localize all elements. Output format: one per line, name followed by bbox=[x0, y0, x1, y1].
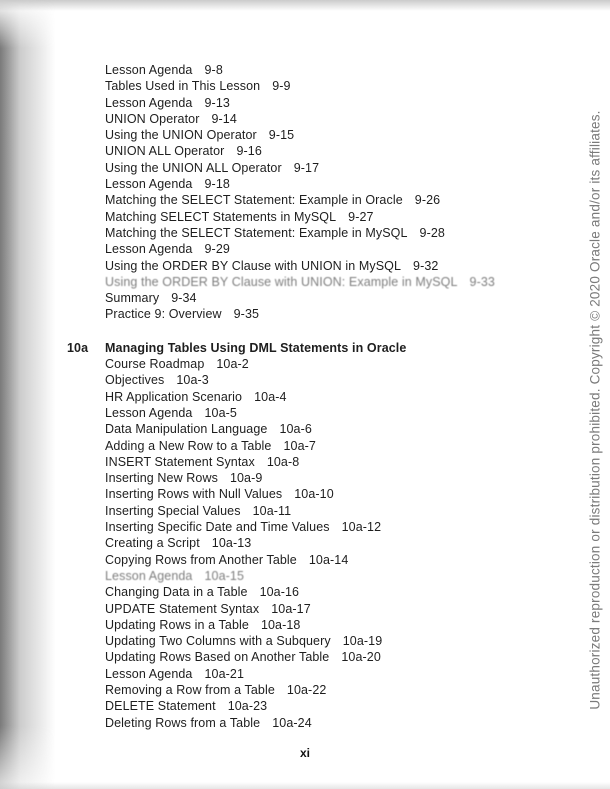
toc-entry bbox=[105, 438, 555, 454]
toc-entry-label: Deleting Rows from a Table bbox=[105, 715, 261, 730]
toc-entry-label: Removing a Row from a Table bbox=[105, 682, 275, 697]
section-number: 10a bbox=[67, 340, 89, 355]
toc-entry bbox=[105, 405, 555, 421]
toc-section-9-continued bbox=[105, 62, 555, 323]
toc-entry-page: 10a-15 bbox=[204, 568, 245, 583]
toc-entry-label: Using the ORDER BY Clause with UNION: Example in MySQL bbox=[105, 274, 458, 289]
toc-entry bbox=[105, 290, 555, 306]
toc-entry bbox=[105, 274, 555, 290]
toc-entry bbox=[105, 503, 555, 519]
toc-entry-page: 10a-12 bbox=[341, 520, 382, 535]
toc-entry-label: Matching SELECT Statements in MySQL bbox=[105, 209, 337, 224]
toc-entry-page: 9-9 bbox=[272, 79, 291, 94]
toc-entry-label: Using the UNION Operator bbox=[105, 128, 257, 143]
toc-entry-page: 9-16 bbox=[236, 144, 262, 159]
toc-entry-page: 9-18 bbox=[204, 177, 230, 192]
toc-entry bbox=[105, 78, 555, 94]
toc-entry bbox=[105, 176, 555, 192]
toc-content bbox=[67, 62, 555, 731]
toc-entry bbox=[105, 192, 555, 208]
toc-entry bbox=[105, 454, 555, 470]
toc-entry-label: Adding a New Row to a Table bbox=[105, 438, 272, 453]
toc-entry bbox=[105, 552, 555, 568]
toc-entry-page: 10a-16 bbox=[259, 585, 300, 600]
toc-entry-label: HR Application Scenario bbox=[105, 389, 243, 404]
toc-entry-label: Creating a Script bbox=[105, 536, 200, 551]
toc-entry-label: Inserting Special Values bbox=[105, 503, 241, 518]
toc-entry bbox=[105, 649, 555, 665]
toc-entry bbox=[105, 715, 555, 731]
toc-entry bbox=[105, 421, 555, 437]
toc-entry-page: 10a-2 bbox=[216, 357, 249, 372]
toc-entry-label: Inserting New Rows bbox=[105, 471, 218, 486]
toc-entry-page: 9-29 bbox=[204, 242, 230, 257]
toc-entry bbox=[105, 225, 555, 241]
toc-entry-label: Lesson Agenda bbox=[105, 95, 193, 110]
toc-entry bbox=[105, 633, 555, 649]
toc-entry-label: UNION ALL Operator bbox=[105, 144, 225, 159]
toc-entry-page: 9-33 bbox=[469, 274, 495, 289]
toc-entry-page: 10a-23 bbox=[227, 699, 268, 714]
toc-entry-page: 9-17 bbox=[293, 160, 320, 175]
toc-entry bbox=[105, 601, 555, 617]
toc-entry-label: Using the ORDER BY Clause with UNION in MySQL bbox=[105, 258, 402, 273]
toc-entry-page: 10a-11 bbox=[252, 503, 292, 518]
toc-entry bbox=[105, 682, 555, 698]
toc-entry-page: 9-32 bbox=[413, 258, 439, 273]
section-title: Managing Tables Using DML Statements in Oracle bbox=[105, 340, 407, 355]
toc-entry bbox=[105, 698, 555, 714]
toc-entry-label: Objectives bbox=[105, 373, 165, 388]
toc-entry bbox=[105, 519, 555, 535]
toc-entry-page: 10a-17 bbox=[271, 601, 311, 616]
toc-entry-label: Data Manipulation Language bbox=[105, 422, 268, 437]
toc-entry-page: 10a-6 bbox=[279, 422, 312, 437]
toc-entry-label: Updating Two Columns with a Subquery bbox=[105, 634, 331, 649]
toc-entry-page: 9-27 bbox=[348, 209, 374, 224]
toc-entry-page: 9-26 bbox=[414, 193, 441, 208]
toc-entry bbox=[105, 209, 555, 225]
toc-entry bbox=[105, 306, 555, 322]
toc-entry bbox=[105, 160, 555, 176]
toc-entry-page: 10a-20 bbox=[341, 650, 381, 665]
toc-entry-page: 10a-5 bbox=[204, 405, 237, 420]
toc-entry-label: Lesson Agenda bbox=[105, 568, 193, 583]
toc-entry-page: 9-35 bbox=[233, 307, 260, 322]
toc-entry-label: Summary bbox=[105, 291, 160, 306]
toc-entry bbox=[105, 143, 555, 159]
toc-entry-label: DELETE Statement bbox=[105, 699, 216, 714]
toc-entry-page: 10a-8 bbox=[266, 454, 300, 469]
toc-entry bbox=[105, 372, 555, 388]
toc-entry-page: 10a-18 bbox=[260, 617, 301, 632]
toc-entry-label: Changing Data in a Table bbox=[105, 585, 248, 600]
toc-entry-label: Tables Used in This Lesson bbox=[105, 79, 261, 94]
toc-entry-page: 9-13 bbox=[204, 95, 230, 110]
toc-entry bbox=[105, 535, 555, 551]
toc-entry-label: Inserting Specific Date and Time Values bbox=[105, 520, 330, 535]
toc-entry-page: 10a-22 bbox=[286, 682, 327, 697]
toc-entry bbox=[105, 62, 555, 78]
toc-entry-page: 10a-9 bbox=[229, 471, 263, 486]
toc-entry-label: Lesson Agenda bbox=[105, 177, 193, 192]
toc-entry-label: INSERT Statement Syntax bbox=[105, 454, 255, 469]
page-number: xi bbox=[299, 746, 310, 760]
toc-entry bbox=[105, 584, 555, 600]
toc-entry bbox=[105, 111, 555, 127]
section-heading bbox=[67, 340, 555, 356]
toc-entry-label: Course Roadmap bbox=[105, 357, 205, 372]
toc-entry-page: 10a-3 bbox=[176, 373, 209, 388]
toc-entry-page: 10a-24 bbox=[272, 715, 312, 730]
toc-entry-page: 9-15 bbox=[268, 128, 295, 143]
toc-entry bbox=[105, 666, 555, 682]
copyright-watermark: Unauthorized reproduction or distribution prohibited. Copyright © 2020 Oracle and/or its affiliates. bbox=[587, 110, 603, 710]
toc-entry-label: UNION Operator bbox=[105, 111, 200, 126]
toc-entry bbox=[105, 258, 555, 274]
page-edge-shadow-top bbox=[0, 0, 610, 11]
toc-entry bbox=[105, 486, 555, 502]
toc-entry-page: 10a-19 bbox=[342, 634, 383, 649]
toc-entry-label: Using the UNION ALL Operator bbox=[105, 160, 282, 175]
toc-entry-page: 10a-14 bbox=[308, 552, 349, 567]
toc-entry-label: Lesson Agenda bbox=[105, 666, 193, 681]
toc-entry-label: Practice 9: Overview bbox=[105, 307, 222, 322]
toc-entry-page: 10a-10 bbox=[294, 487, 334, 502]
toc-entry-page: 9-8 bbox=[204, 63, 223, 77]
toc-entry bbox=[105, 470, 555, 486]
toc-entry bbox=[105, 389, 555, 405]
toc-entry-label: Copying Rows from Another Table bbox=[105, 552, 297, 567]
toc-entry-label: Inserting Rows with Null Values bbox=[105, 487, 283, 502]
toc-entry bbox=[105, 617, 555, 633]
toc-entry-page: 9-34 bbox=[171, 291, 197, 306]
toc-entry-label: Matching the SELECT Statement: Example in Oracle bbox=[105, 193, 403, 208]
toc-entry-page: 9-14 bbox=[211, 111, 237, 126]
toc-entry-page: 9-28 bbox=[419, 225, 445, 240]
toc-entry-label: Matching the SELECT Statement: Example in MySQL bbox=[105, 225, 408, 240]
toc-entry bbox=[105, 356, 555, 372]
toc-entry-page: 10a-13 bbox=[211, 536, 252, 551]
toc-list-section-9 bbox=[105, 62, 555, 323]
toc-entry-page: 10a-7 bbox=[283, 438, 316, 453]
toc-entry-label: Lesson Agenda bbox=[105, 405, 193, 420]
toc-entry-label: Lesson Agenda bbox=[105, 63, 193, 77]
toc-entry bbox=[105, 95, 555, 111]
toc-entry-page: 10a-21 bbox=[204, 666, 245, 681]
page-edge-shadow-bottom bbox=[0, 782, 610, 789]
toc-entry-label: Updating Rows in a Table bbox=[105, 617, 249, 632]
toc-entry-label: Lesson Agenda bbox=[105, 242, 193, 257]
toc-entry bbox=[105, 127, 555, 143]
page-edge-shadow-left bbox=[0, 0, 58, 789]
toc-entry-label: Updating Rows Based on Another Table bbox=[105, 650, 330, 665]
toc-section-10a bbox=[67, 340, 555, 731]
toc-entry-page: 10a-4 bbox=[254, 389, 287, 404]
toc-entry bbox=[105, 568, 555, 584]
toc-entry-label: UPDATE Statement Syntax bbox=[105, 601, 260, 616]
toc-entry bbox=[105, 241, 555, 257]
toc-list-section-10a bbox=[105, 356, 555, 731]
